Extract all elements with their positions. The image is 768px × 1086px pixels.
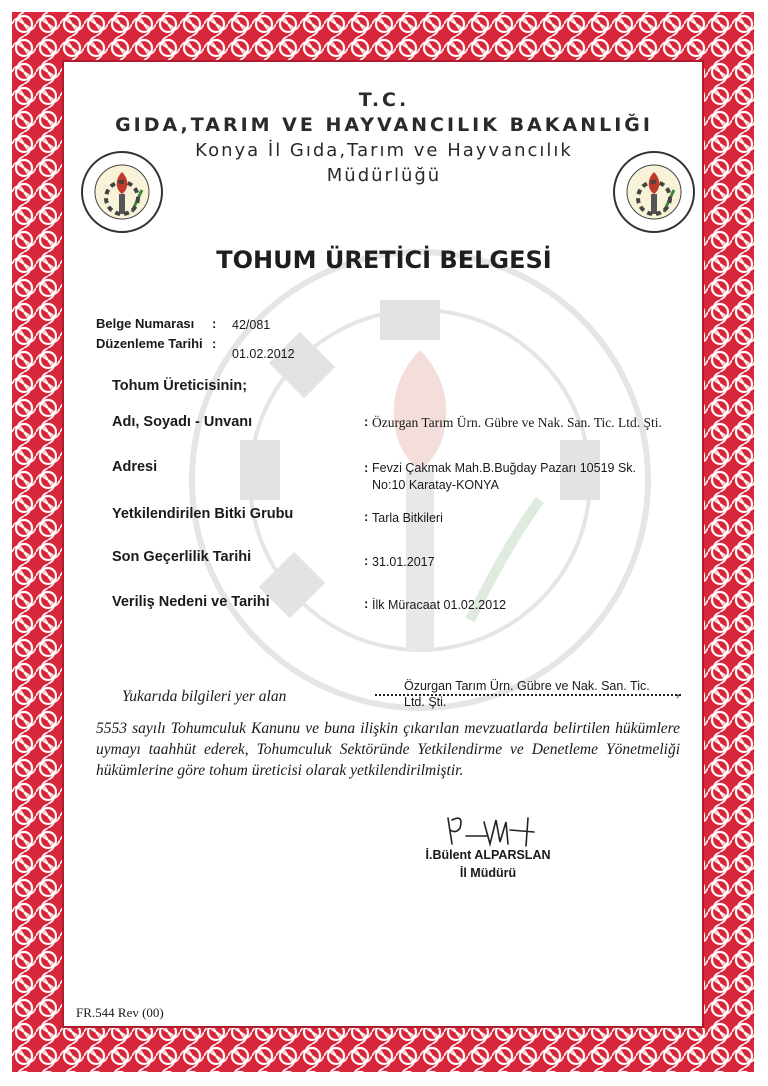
field-label-expiry-date: Son Geçerlilik Tarihi — [112, 549, 252, 565]
statement-lead: Yukarıda bilgileri yer alan — [122, 688, 287, 705]
ministry-header — [100, 88, 668, 188]
header-directorate-cont: Müdürlüğü — [326, 165, 442, 186]
header-country: T.C. — [358, 89, 410, 111]
issue-date-value: 01.02.2012 — [232, 347, 295, 361]
issue-date-label: Düzenleme Tarihi — [96, 336, 203, 351]
colon: : — [364, 414, 369, 429]
handwritten-signature — [444, 810, 554, 850]
document-number-label: Belge Numarası — [96, 316, 195, 331]
statement-filled-name: Özurgan Tarım Ürn. Gübre ve Nak. San. Tic. Ltd. Şti. — [404, 679, 650, 709]
governorship-seal-logo — [612, 150, 696, 234]
field-label-address: Adresi — [112, 459, 158, 475]
colon: : — [364, 553, 369, 568]
field-value-plant-group: Tarla Bitkileri — [372, 511, 443, 525]
statement-comma: , — [676, 684, 680, 700]
field-label-plant-group: Yetkilendirilen Bitki Grubu — [112, 506, 294, 522]
colon: : — [364, 509, 369, 524]
form-code: FR.544 Rev (00) — [76, 1005, 164, 1020]
header-ministry: GIDA,TARIM VE HAYVANCILIK BAKANLIĞI — [115, 114, 653, 136]
certificate-title: TOHUM ÜRETİCİ BELGESİ — [216, 246, 552, 274]
signatory-name: İ.Bülent ALPARSLAN — [425, 848, 551, 862]
signatory-title: İl Müdürü — [459, 866, 517, 880]
colon: : — [364, 596, 369, 611]
statement-body: 5553 sayılı Tohumculuk Kanunu ve buna ilişkin çıkarılan mevzuatlarda belirtilen hükümlere uymayı taahhüt ederek, Tohumculuk Sektöründe Yetkilendirme ve Denetleme Yönetmeliği hükümlerine göre tohum üreticisi olarak yetkilendirilmiştir. — [96, 720, 680, 779]
field-value-address: Fevzi Çakmak Mah.B.Buğday Pazarı 10519 Sk. No:10 Karatay-KONYA — [372, 461, 637, 492]
colon: : — [212, 316, 217, 331]
colon: : — [212, 336, 217, 351]
statement-paragraph — [96, 676, 680, 781]
ministry-seal-logo — [80, 150, 164, 234]
field-label-issue-reason: Veriliş Nedeni ve Tarihi — [112, 594, 270, 610]
field-value-name: Özurgan Tarım Ürn. Gübre ve Nak. San. Tic. Ltd. Şti. — [372, 415, 662, 430]
document-number-value: 42/081 — [232, 318, 271, 332]
header-directorate: Konya İl Gıda,Tarım ve Hayvancılık — [195, 140, 573, 161]
field-value-expiry-date: 31.01.2017 — [372, 555, 435, 569]
producer-heading: Tohum Üreticisinin; — [112, 378, 248, 394]
colon: : — [364, 460, 369, 475]
field-value-issue-reason: İlk Müracaat 01.02.2012 — [372, 598, 507, 612]
field-label-name: Adı, Soyadı - Unvanı — [112, 414, 253, 430]
